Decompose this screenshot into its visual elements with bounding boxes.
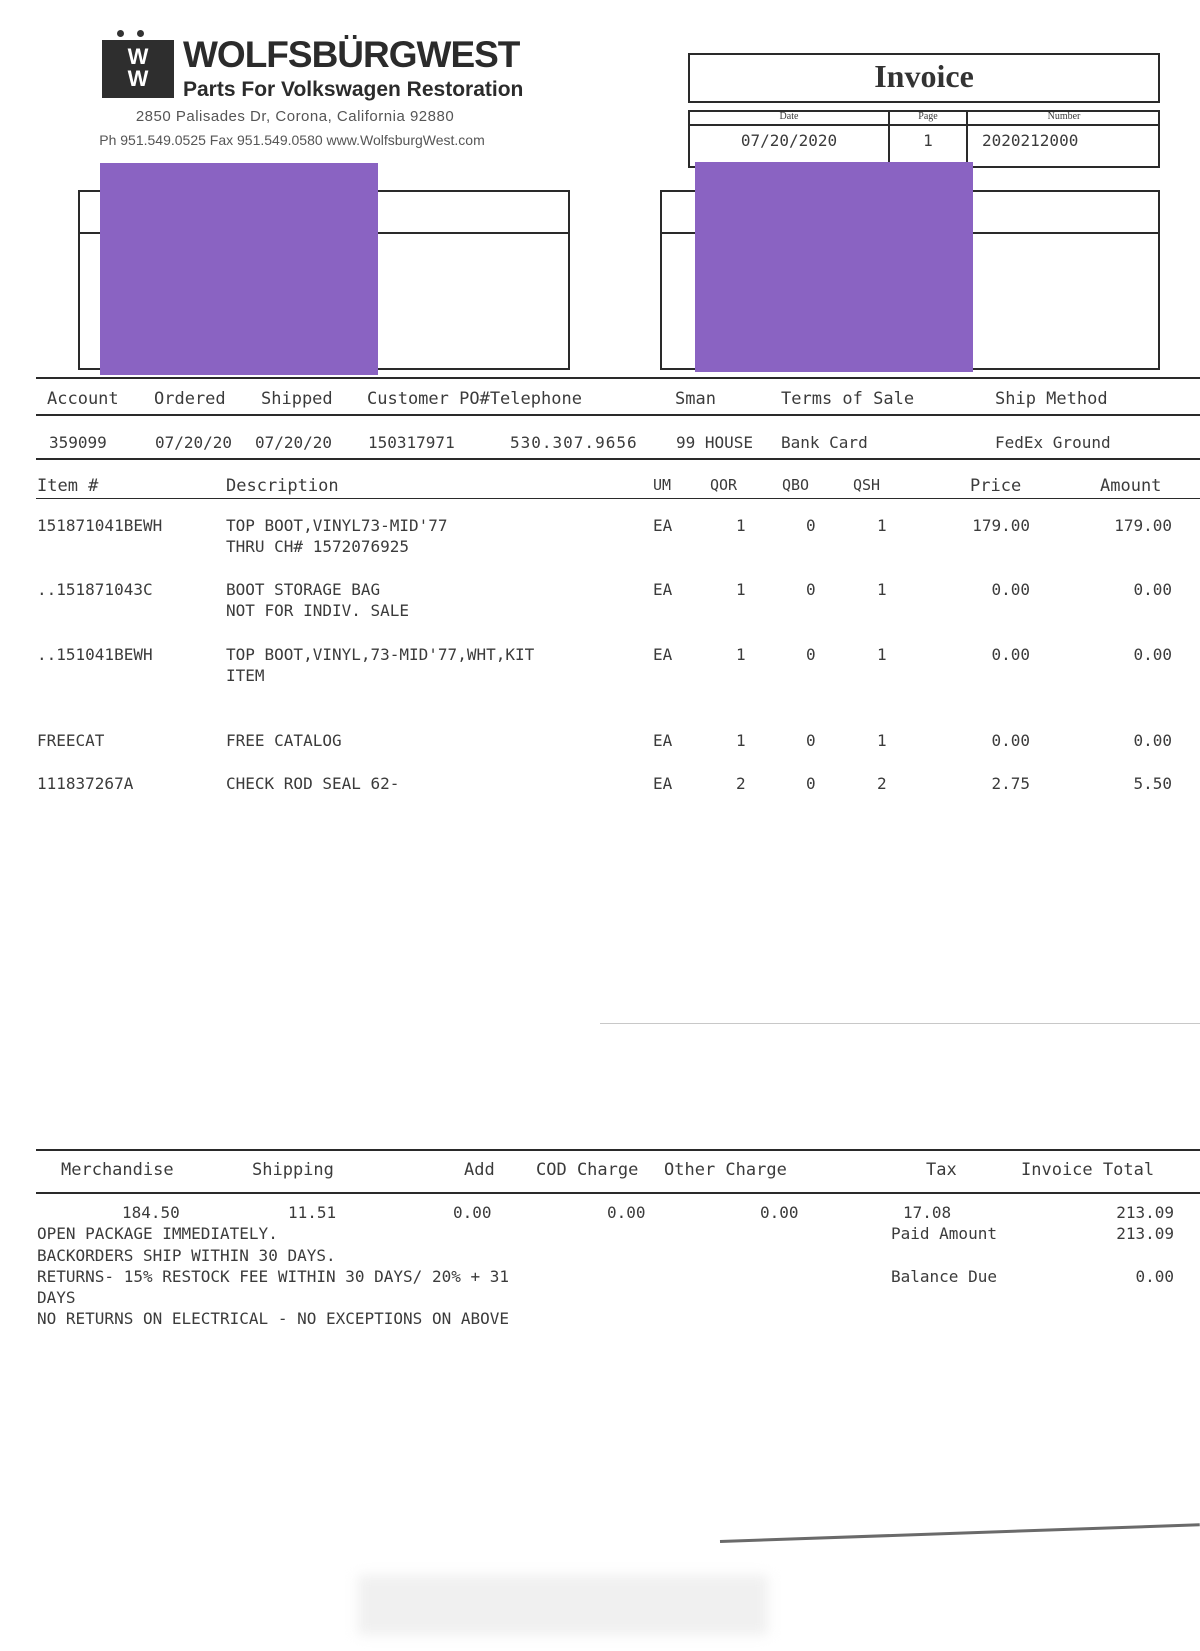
item-desc-line2: ITEM [226, 666, 265, 685]
item-amount: 0.00 [1133, 580, 1172, 599]
order-ship-method: FedEx Ground [995, 433, 1111, 452]
table-row [0, 731, 1200, 755]
col-qbo: QBO [782, 476, 810, 494]
order-label-sman: Sman [675, 389, 716, 409]
item-number: FREECAT [37, 731, 105, 750]
item-qbo: 0 [806, 774, 816, 793]
item-um: EA [653, 774, 673, 793]
item-qsh: 1 [877, 645, 887, 664]
col-price: Price [970, 476, 1022, 496]
item-qsh: 1 [877, 516, 887, 535]
item-price: 0.00 [991, 580, 1030, 599]
order-shipped: 07/20/20 [255, 433, 333, 452]
item-price: 0.00 [991, 731, 1030, 750]
balance-due: 0.00 [1135, 1267, 1174, 1286]
order-header-mid-rule [36, 414, 1200, 416]
item-qbo: 0 [806, 580, 816, 599]
item-qor: 1 [736, 580, 746, 599]
item-desc-line2: THRU CH# 1572076925 [226, 537, 410, 556]
logo-letters: W W [127, 44, 149, 91]
item-qor: 2 [736, 774, 746, 793]
company-name: WOLFSBÜRGWEST [183, 34, 520, 75]
paper-fold [600, 1023, 1200, 1024]
item-qsh: 1 [877, 731, 887, 750]
item-amount: 0.00 [1133, 731, 1172, 750]
item-number: 111837267A [37, 774, 134, 793]
order-header-top-rule [36, 377, 1200, 379]
item-um: EA [653, 580, 673, 599]
item-qor: 1 [736, 516, 746, 535]
item-um: EA [653, 731, 673, 750]
totals-label-cod: COD Charge [536, 1160, 639, 1180]
item-price: 179.00 [972, 516, 1030, 535]
item-qbo: 0 [806, 731, 816, 750]
item-number: 151871041BEWH [37, 516, 163, 535]
item-amount: 5.50 [1133, 774, 1172, 793]
table-row [0, 645, 1200, 689]
totals-label-invoice-total: Invoice Total [1021, 1160, 1155, 1180]
item-desc-line2: NOT FOR INDIV. SALE [226, 601, 410, 620]
order-customer-po: 150317971 [368, 433, 455, 452]
company-tagline: Parts For Volkswagen Restoration [183, 78, 524, 101]
order-terms: Bank Card [781, 433, 868, 452]
item-desc-line1: BOOT STORAGE BAG [226, 580, 381, 599]
company-logo [102, 30, 177, 100]
order-label-customer-po: Customer PO#Telephone [367, 389, 582, 409]
item-amount: 179.00 [1114, 516, 1172, 535]
totals-label-merchandise: Merchandise [61, 1160, 174, 1180]
company-address: 2850 Palisades Dr, Corona, California 92880 [135, 108, 455, 125]
col-item: Item # [37, 476, 99, 496]
items-header-top-rule [36, 458, 1200, 460]
invoice-date: 07/20/2020 [740, 131, 838, 150]
order-telephone: 530.307.9656 [510, 433, 638, 452]
totals-mid-rule [36, 1192, 1200, 1194]
total-invoice: 213.09 [1116, 1203, 1174, 1222]
total-add: 0.00 [453, 1203, 492, 1222]
item-price: 0.00 [991, 645, 1030, 664]
col-um: UM [653, 476, 672, 494]
item-number: ..151041BEWH [37, 645, 153, 664]
order-label-terms: Terms of Sale [781, 389, 915, 409]
note-line: BACKORDERS SHIP WITHIN 30 DAYS. [37, 1246, 336, 1265]
order-label-ship-method: Ship Method [995, 389, 1108, 409]
invoice-page: 1 [923, 131, 933, 150]
total-other: 0.00 [760, 1203, 799, 1222]
note-line: NO RETURNS ON ELECTRICAL - NO EXCEPTIONS ON ABOVE [37, 1309, 510, 1328]
col-description: Description [226, 476, 339, 496]
order-sman: 99 HOUSE [676, 433, 754, 452]
order-label-ordered: Ordered [154, 389, 226, 409]
item-desc-line1: FREE CATALOG [226, 731, 342, 750]
order-account: 359099 [49, 433, 107, 452]
totals-label-other: Other Charge [664, 1160, 787, 1180]
total-merchandise: 184.50 [122, 1203, 180, 1222]
total-tax: 17.08 [903, 1203, 952, 1222]
col-amount: Amount [1100, 476, 1162, 496]
balance-due-label: Balance Due [891, 1267, 997, 1286]
paid-amount-label: Paid Amount [891, 1224, 997, 1243]
totals-label-shipping: Shipping [252, 1160, 334, 1180]
order-label-shipped: Shipped [261, 389, 333, 409]
date-label: Date [779, 111, 799, 122]
logo-dot [117, 30, 124, 37]
col-qsh: QSH [853, 476, 881, 494]
meta-label-underline [688, 124, 1160, 126]
order-label-account: Account [47, 389, 119, 409]
item-amount: 0.00 [1133, 645, 1172, 664]
order-ordered: 07/20/20 [155, 433, 233, 452]
total-shipping: 11.51 [288, 1203, 337, 1222]
item-desc-line1: TOP BOOT,VINYL,73-MID'77,WHT,KIT [226, 645, 535, 664]
company-contact: Ph 951.549.0525 Fax 951.549.0580 www.WolfsburgWest.com [99, 132, 485, 148]
totals-top-rule [36, 1149, 1200, 1151]
totals-label-tax: Tax [926, 1160, 957, 1180]
paid-amount: 213.09 [1116, 1224, 1174, 1243]
invoice-number: 2020212000 [982, 131, 1079, 150]
item-price: 2.75 [991, 774, 1030, 793]
table-row [0, 516, 1200, 560]
item-number: ..151871043C [37, 580, 153, 599]
note-line: OPEN PACKAGE IMMEDIATELY. [37, 1224, 278, 1243]
total-cod: 0.00 [607, 1203, 646, 1222]
note-line: DAYS [37, 1288, 76, 1307]
item-qsh: 2 [877, 774, 887, 793]
col-qor: QOR [710, 476, 738, 494]
invoice-title: Invoice [874, 58, 974, 94]
item-qbo: 0 [806, 516, 816, 535]
items-header-bottom-rule [36, 498, 1200, 499]
ship-to-redaction [695, 162, 973, 372]
item-qor: 1 [736, 645, 746, 664]
item-desc-line1: CHECK ROD SEAL 62- [226, 774, 400, 793]
note-line: RETURNS- 15% RESTOCK FEE WITHIN 30 DAYS/ 20% + 31 [37, 1267, 510, 1286]
logo-dot [137, 30, 144, 37]
item-um: EA [653, 516, 673, 535]
number-label: Number [1047, 111, 1081, 122]
item-desc-line1: TOP BOOT,VINYL73-MID'77 [226, 516, 448, 535]
scan-smudge [358, 1575, 768, 1635]
item-qor: 1 [736, 731, 746, 750]
item-qbo: 0 [806, 645, 816, 664]
bill-to-redaction [100, 163, 378, 375]
page-label: Page [918, 111, 938, 122]
item-um: EA [653, 645, 673, 664]
table-row [0, 774, 1200, 798]
item-qsh: 1 [877, 580, 887, 599]
table-row [0, 580, 1200, 624]
totals-label-add: Add [464, 1160, 495, 1180]
paper-fold [720, 1523, 1200, 1543]
